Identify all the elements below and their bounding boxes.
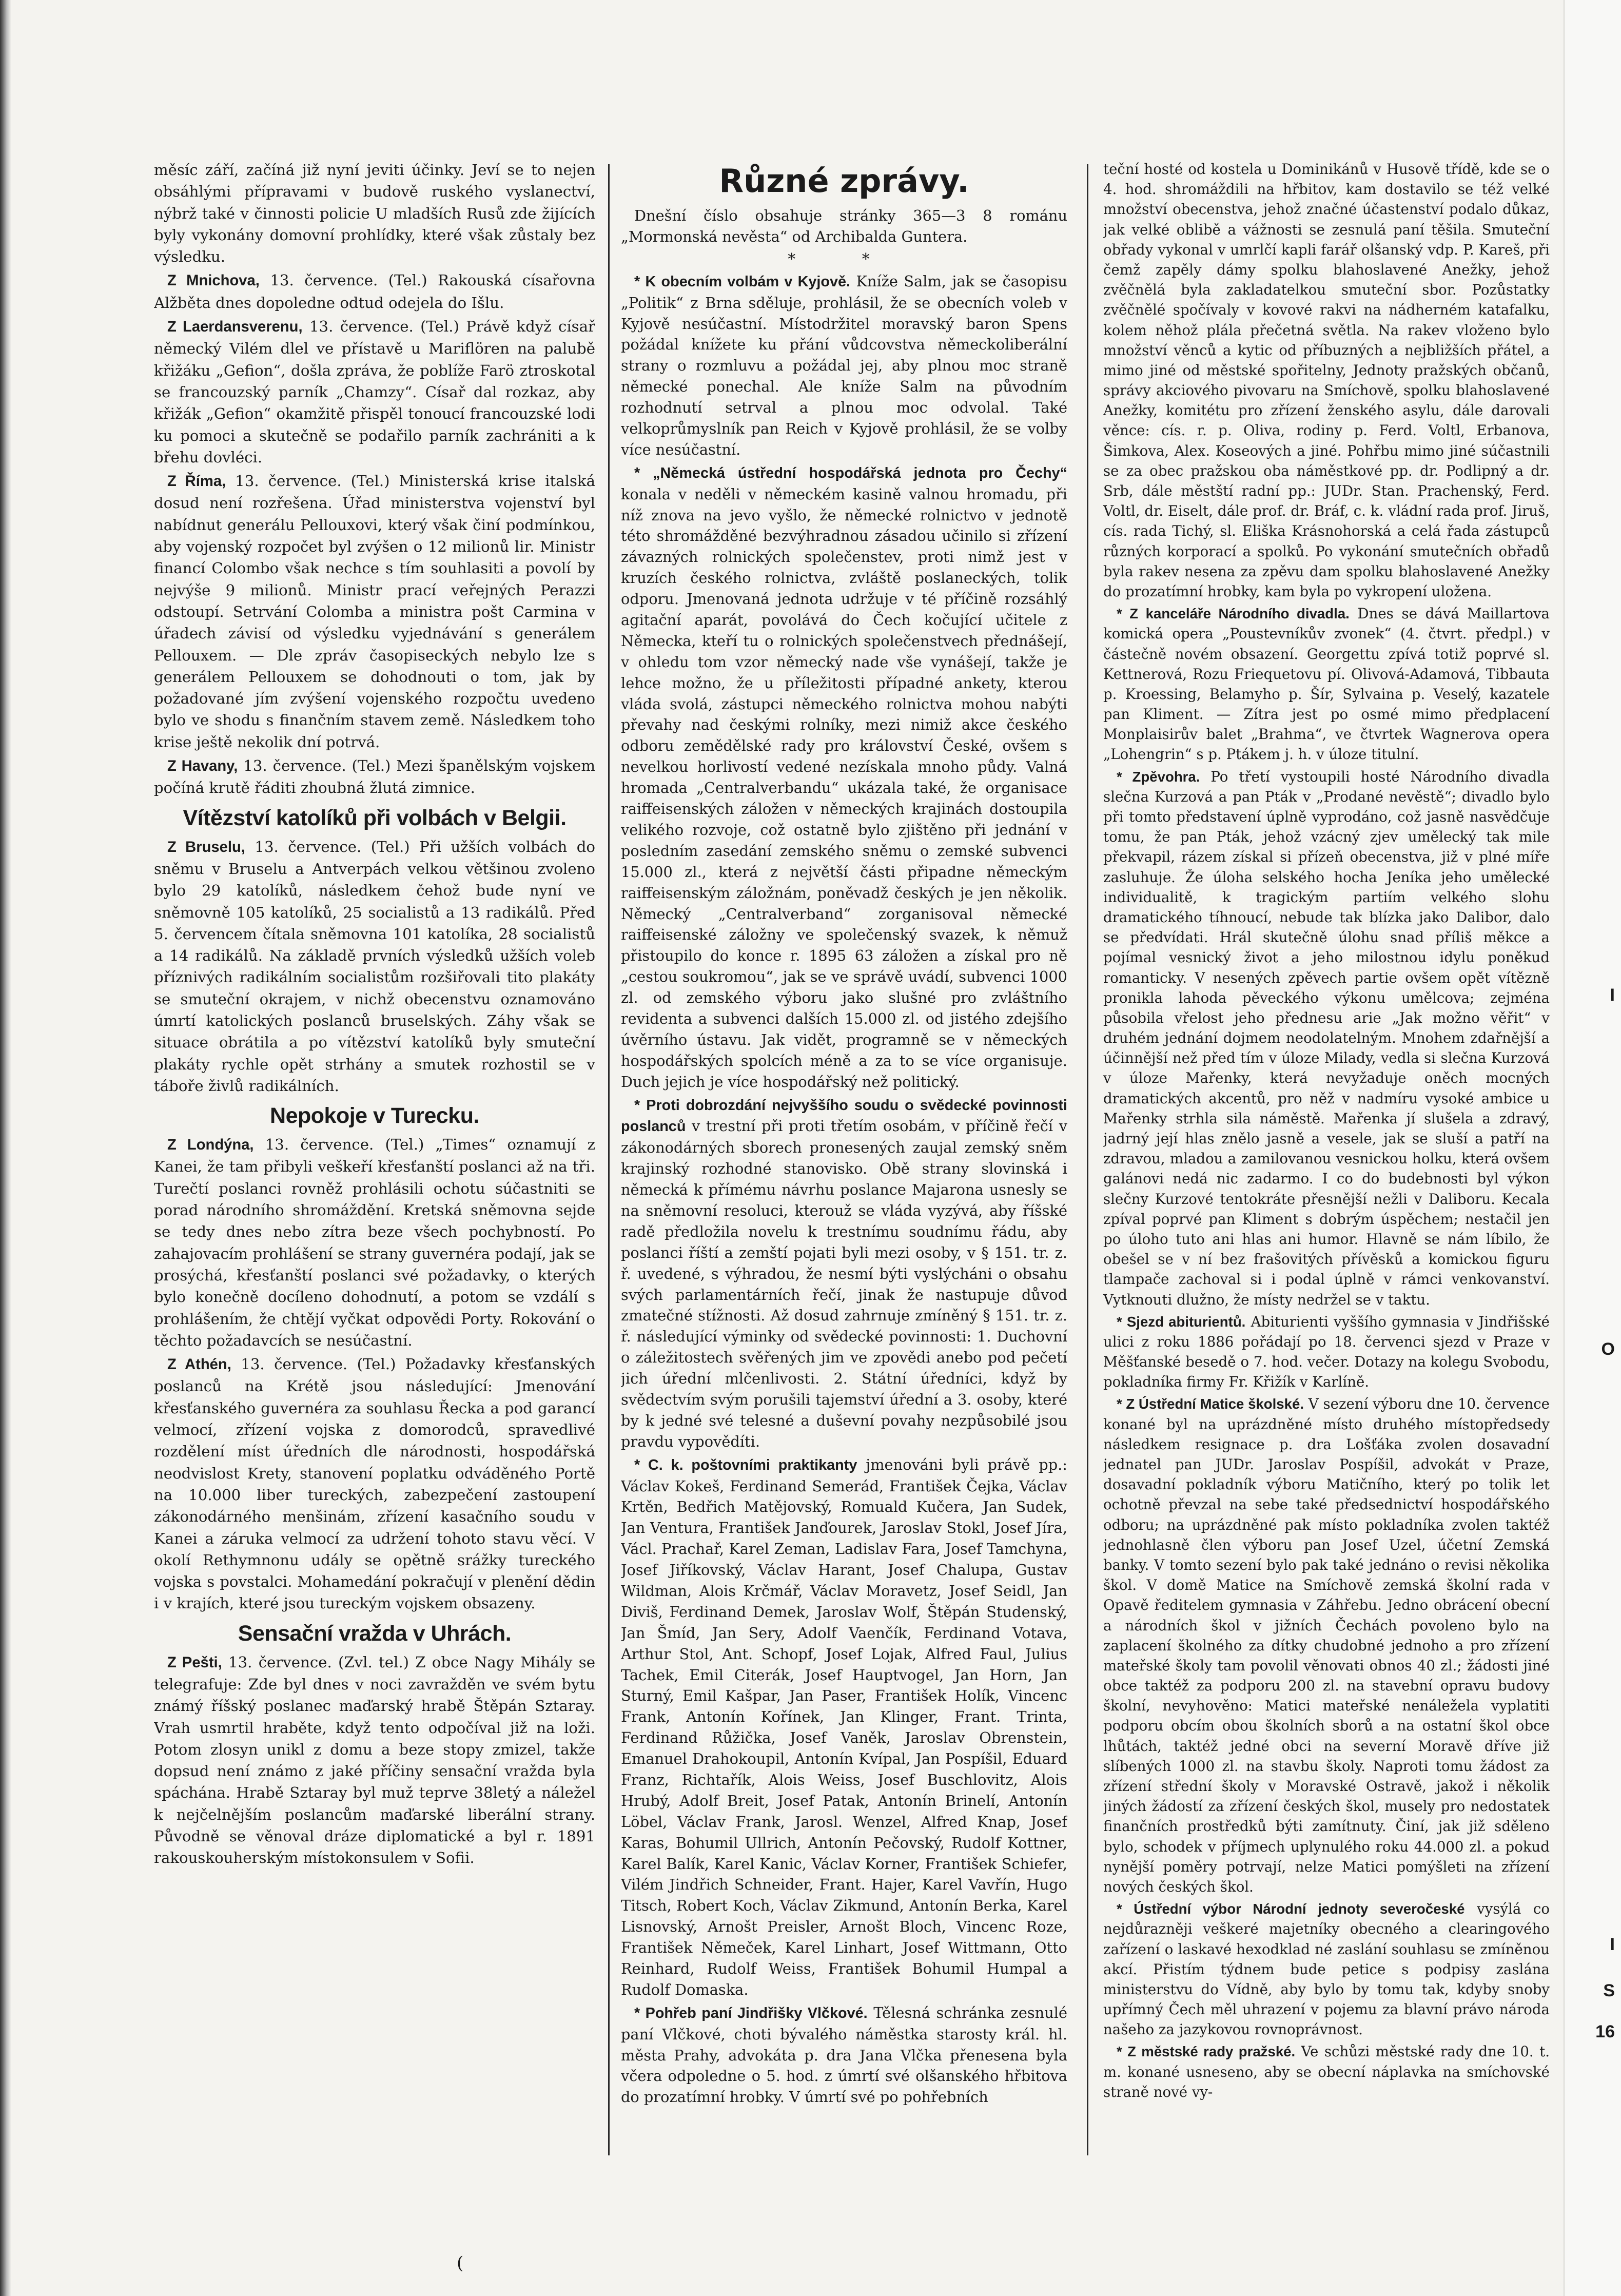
paragraph-text: měsíc září, začíná již nyní jeviti účinky. Jeví se to nejen obsáhlými přípravami v budově ruského vyslanectví, nýbrž také v činnosti policie U mladších Rusů zde žijících byly vykonány domovní prohlídky, které však zůstaly bez výsledku. bbox=[154, 161, 595, 266]
article-paragraph bbox=[621, 205, 1067, 247]
article-paragraph bbox=[1103, 604, 1550, 765]
article-paragraph bbox=[154, 269, 595, 314]
article-paragraph bbox=[154, 159, 595, 267]
article-paragraph bbox=[1103, 1899, 1550, 2039]
dateline: Z Říma, bbox=[167, 473, 226, 490]
dateline: Z Havany, bbox=[167, 758, 238, 775]
paragraph-text: Po třetí vystoupili hosté Národního divadla slečna Kurzová a pan Pták v „Prodané nevěstě“; divadlo bylo při tomto představení úplně vyprodáno, což jasně nasvědčuje tomu, že pan Pták, jehož vzácný zjev umělecký tak mile překvapil, rázem získal si přízeň obecenstva, již v plné míře zasluhuje. Že úloha selského hocha Jeníka jeho umělecké individualitě, k tragickým partiím velkého slohu dramatického tíhnoucí, nebude tak blízka jako Dalibor, dalo se předvídati. Hrál skutečně úlohu snad příliš měkce a pojímal vesnický život a jeho milostnou idylu poněkud romanticky. V nesených zpěvech partie ovšem opět vítězně pronikla lahoda pěveckého výkonu umělcova; zejména působila vřelost jeho přednesu arie „Jak možno věřit“ v druhém jednání dojmem neodolatelným. Mnohem zdařnější a účinnější než před tím v úloze Milady, vedla si slečna Kurzová v úloze Mařenky, která nevyžaduje oněch mocných dramatických akcentů, pro něž v nadmíru vysoké ambice u Mařenky strhla sila náměstě. Mařenka jí slušela a zdravý, jadrný její hlas znělo jasně a vesele, jak se sluší a patří na zdravou, mladou a zamilovanou vesnickou holku, která ovšem galánovi nedá nic zadarmo. I co do budebnosti byl výkon slečny Kurzové tentokráte přesnější nežli v Daliboru. Kecala zpíval poprvé pan Kliment s dobrým úspěchem; nestačil jen po úloho tuto ani hlas ani humor. Hlavně se nám líbilo, že obešel se v ní bez frašovitých přívěsků a komickou figuru tlampače zachoval si i podal úplně v rámci venkovanství. Vytknouti dlužno, že místy nedržel se v taktu. bbox=[1103, 768, 1550, 1308]
article-paragraph bbox=[621, 1454, 1067, 2000]
paragraph-text: 13. července. (Tel.) „Times“ oznamují z Kanei, že tam přibyli veškeří křesťanští poslanci až na tři. Turečtí poslanci rovněž prohlásili ochotu súčastniti se porad národního shromáždění. Kretská sněmovna sejde se tedy dnes nebo zítra beze všech pochybností. Po zahajovacím prohlášení se strany guvernéra podají, jak se prosýchá, křesťanští poslanci své požadavky, o kterých bylo konečně docíleno dohodnutí, a potom se vzdálí s prohlášením, že chtějí vyčkat odpovědi Porty. Rokování o těchto požadavcích se nesúčastní. bbox=[154, 1136, 595, 1349]
paragraph-text: Dnes se dává Maillartova komická opera „Poustevníkův zvonek“ (4. čtvrt. předpl.) v částečně novém obsazení. Georgettu zpívá totiž poprvé sl. Kettnerová, Rozu Friequetovu pí. Olivová-Adamová, Tibbauta p. Kroessing, Belamyho p. Šír, Sylvaina p. Veselý, kazatele pan Kliment. — Zítra jest po osmé mimo předplacení Monplaisirův balet „Brahma“, ve čtvrtek Wagnerova opera „Lohengrin“ s p. Ptákem j. h. v úloze titulní. bbox=[1103, 605, 1550, 763]
paragraph-text: konala v neděli v německém kasině valnou hromadu, při níž znova na jevo vyšlo, že německé rolnictvo v jednotě této shromážděné bezvýhradnou zásadou učinilo si zřízení závazných rolnických společenstev, proti nimž jest v kruzích českého rolnictva, zvláště poslaneckých, tolik odporu. Jmenovaná jednota udržuje v té příčině rozsáhlý agitační aparát, povolává do Čech kočující učitele z Německa, kteří tu o rolnických společenstvech přednášejí, v ohledu tom vzor německý nade vše vynášejí, takže je lehce možno, že u příležitosti případné ankety, kterou vláda svolá, zástupci německého rolnictva mohou nabýti převahy nad českými rolníky, mezi nimiž akce českého odboru zemědělské rady pro království České, ovšem s nevelkou horlivostí vedené nezískala mnoho půdy. Valná hromada „Centralverbandu“ ukázala také, že organisace raiffeisenských záložen v německých krajinách dostoupila velikého rozvoje, což ostatně bylo zjištěno při jednání v posledním zasedání zemského sněmu o zemské subvenci 15.000 zl., která z největší části připadne německým raiffeisenským záložnám, poněvadž českých je jen několik. Německý „Centralverband“ zorganisoval německé raiffeisenské záložny ve společenský svazek, k němuž přistoupilo do konce r. 1895 63 záložen a získal pro ně „cestou soukromou“, jak se ve správě uvádí, subvenci 1000 zl. od zemského výboru jako slušné pro zvláštního revidenta a subvenci dalších 15.000 zl. od jistého zdejšího úvěrního ústavu. Jak vidět, programně se v německých hospodářských spolcích méně a za to se více organisuje. Duch jejich je více hospodářský než politický. bbox=[621, 485, 1067, 1091]
article-paragraph bbox=[154, 1651, 595, 1869]
column-rule bbox=[1087, 164, 1088, 2155]
column-left bbox=[154, 159, 595, 2171]
section-title: Různé zprávy. bbox=[719, 162, 969, 200]
article-paragraph bbox=[154, 1134, 595, 1351]
paragraph-text: 13. července. (Tel.) Ministerská krise italská dosud není rozřešena. Úřad ministerstva vojenství byl nabídnut generálu Pellouxovi, který však činí podmínkou, aby vojenský rozpočet byl zvýšen o 12 milionů lir. Ministr financí Colombo však nechce s tím souhlasiti a povolí by nejvýše 9 milionů. Ministr prací veřejných Perazzi odstoupí. Setrvání Colomba a ministra pošt Carmina v úřadech závisí od výsledku vyjednávání s generálem Pellouxem. — Dle zpráv časopiseckých nebylo lze s generálem Pellouxem se dohodnouti o tom, jak by požadované jím zvýšení vojenského rozpočtu uvedeno bylo ve shodu s finančním stavem země. Následkem toho krise ještě nekolik dní potrvá. bbox=[154, 472, 595, 751]
article-paragraph bbox=[1103, 1312, 1550, 1392]
footer-mark: ( bbox=[457, 2253, 464, 2273]
paragraph-text: Ve schůzi městské rady dne 10. t. m. konané usneseno, aby se obecní náplavka na smíchovské straně nové vy- bbox=[1103, 2043, 1550, 2100]
paragraph-text: V sezení výboru dne 10. července konané byl na uprázdněné místo druhého místopředsedy následkem resignace p. dra Lošťáka zvolen dosavadní jednatel pan JUDr. Jaroslav Pospíšil, advokát v Praze, dosavadní pokladník výboru Matičního, který po tolik let ochotně převzal na sebe také předsednictví hospodářského odboru; na uprázdněné pak místo pokladníka zvolen taktéž jednohlasně člen výboru pan Josef Uzel, účetní Zemská banky. V tomto sezení bylo pak také jednáno o revisi několika škol. V domě Matice na Smíchově zemská školní rada v Opavě ředitelem gymnasia v Záhřebu. Jedno obrácení obecní a národních škol v jižních Čechách povoleno bylo na zaplacení školného za dítky chudobné jednoho a pro zřízení mateřské školy tam povolil věnovati obnos 40 zl.; žádosti jiné obce taktéž za podporu 200 zl. na stavební opravu budovy školní, nevyhověno: Matici mateřské nenáležela vyplatiti podporu obcím obou školních sborů a na ostatní škol obce lhůtách, taktéž jedné obci na severní Moravě dříve již slíbených 1000 zl. na stavbu školy. Naproti tomu žádost za zřízení střední školy v Moravské Ostravě, jakož i několik jiných žádostí za zřízení českých škol, musely pro nedostatek finančních prostředků býti zamítnuty. Činí, jak již sděleno bylo, schodek v příjmech uplynulého roku 44.000 zl. a pokud nynější poměry potrvají, nelze Matici pomýšleti na zřízení nových českých škol. bbox=[1103, 1395, 1550, 1895]
article-paragraph bbox=[154, 1353, 595, 1614]
article-paragraph bbox=[621, 462, 1067, 1093]
dateline: * Z kanceláře Národního divadla. bbox=[1117, 606, 1350, 622]
margin-fragment: I bbox=[1610, 985, 1615, 1005]
section-divider: * * bbox=[788, 250, 901, 268]
paragraph-text: 13. července. (Tel.) Mezi španělským vojskem počíná krutě řáditi zhoubná žlutá zimnice. bbox=[154, 757, 595, 797]
dateline: * Ústřední výbor Národní jednoty severočeské bbox=[1117, 1901, 1465, 1917]
paragraph-text: 13. července. (Tel.) Požadavky křesťanských poslanců na Krétě jsou následující: Jmenování křesťanského guvernéra za souhlasu Řecka a pod garancí velmocí, zřízení vojska z domorodců, spravedlivé rozdělení míst úředních dle národnosti, hospodářská neodvislost Krety, stanovení poplatku odváděného Portě na 10.000 liber tureckých, zabezpečení zastoupení zákonodárného menšinám, zřízení kasačního soudu v Kanei a záruka velmocí za udržení tohoto stavu věcí. V okolí Rethymnonu udály se opětně srážky tureckého vojska s povstalci. Mohamedání pokračují v plenění dědin i v krajích, které jsou tureckým vojskem obsazeny. bbox=[154, 1355, 595, 1612]
margin-fragment: S bbox=[1603, 1981, 1615, 2000]
paragraph-text: vysýlá co nejdůrazněji veškeré majetníky obecného a clearingového zařízení o laskavé hexodklad né zaslání souhlasu se zmíněnou akcí. Přistím týdnem bude petice s podpisy zaslána ministerstvu do Vídně, aby bylo by tomu tak, kdyby snoby upřímný Čech měl uhrazení v pojemu za blavní právo národa našeho za jazykovou rovnoprávnost. bbox=[1103, 1900, 1550, 2038]
dateline: Z Laerdansverenu, bbox=[167, 319, 303, 336]
article-paragraph bbox=[154, 836, 595, 1097]
dateline: Z Mnichova, bbox=[167, 273, 260, 289]
paragraph-text: Abiturienti vyššího gymnasia v Jindřišské ulici z roku 1886 pořádají po 18. červenci sjezd v Praze v Měšťanské besedě o 7. hod. večer. Dotazy na kolegu Svobodu, pokladníka firmy Fr. Křižík v Karlíně. bbox=[1103, 1313, 1550, 1391]
article-headline: Nepokoje v Turecku. bbox=[270, 1103, 479, 1128]
dateline: Z Pešti, bbox=[167, 1654, 222, 1671]
article-paragraph bbox=[621, 2002, 1067, 2108]
article-paragraph bbox=[1103, 2041, 1550, 2102]
dateline: Z Londýna, bbox=[167, 1137, 254, 1154]
column-rule bbox=[608, 164, 610, 2155]
article-paragraph bbox=[154, 316, 595, 468]
paragraph-text: jmenováni byli právě pp.: Václav Kokeš, Ferdinand Semerád, František Čejka, Václav Krtěn, Bedřich Matějovský, Romuald Kučera, Jan Sudek, Jan Ventura, František Janďourek, Jaroslav Stokl, Josef Jíra, Václ. Prachař, Karel Zeman, Ladislav Fara, Josef Tamchyna, Josef Jiříkovský, Václav Harant, Josef Chalupa, Gustav Wildman, Alois Krčmář, Václav Moravetz, Josef Seidl, Jan Diviš, Ferdinand Demek, Jaroslav Wolf, Štěpán Studenský, Jan Šmíd, Jan Sery, Adolf Vaenčík, Ferdinand Votava, Arthur Stol, Ant. Schopf, Josef Lojak, Alfred Faul, Julius Tachek, Emil Citerák, Josef Hauptvogel, Jan Horn, Jan Sturný, Emil Kašpar, Jan Paser, František Holík, Vincenc Frank, Antonín Kořínek, Jan Klinger, Frant. Trinta, Ferdinand Růžička, Josef Vaněk, Jaroslav Obrenstein, Emanuel Drahokoupil, Antonín Kvípal, Jan Pospíšil, Eduard Franz, Richtařík, Alois Weiss, Josef Buschlovitz, Alois Hrubý, Adolf Breit, Josef Patak, Antonín Brinelí, Antonín Löbel, Václav Frank, Jarosl. Wenzel, Alfred Knap, Josef Karas, Bohumil Ullrich, Antonín Pečovský, Rudolf Kottner, Karel Balík, Karel Kanic, Václav Korner, František Schiefer, Vilém Jindřich Schneider, Frant. Hajer, Karel Vavřín, Hugo Titsch, Robert Koch, Václav Zikmund, Antonín Berka, Karel Lisnovský, Arnošt Preisler, Arnošt Bloch, Vincenc Roze, František Němeček, Karel Linhart, Josef Wittmann, Otto Reinhard, Rudolf Weiss, František Bohumil Humpal a Rudolf Domaska. bbox=[621, 1455, 1067, 1998]
article-paragraph bbox=[154, 755, 595, 799]
dateline: * C. k. poštovními praktikanty bbox=[634, 1456, 857, 1473]
article-paragraph bbox=[1103, 767, 1550, 1310]
paragraph-text: Dnešní číslo obsahuje stránky 365—3 8 románu „Mormonská nevěsta“ od Archibalda Guntera. bbox=[621, 207, 1067, 245]
dateline: * K obecním volbám v Kyjově. bbox=[634, 273, 851, 290]
paragraph-text: Tělesná schránka zesnulé paní Vlčkové, choti bývalého náměstka starosty král. hl. města Prahy, advokáta p. dra Jana Vlčka přenesena byla včera odpoledne o 5. hod. z úmrtí své olšanského hřbitova do prozatímní hrobky. V úmrtí své po pohřebních bbox=[621, 2003, 1067, 2106]
article-paragraph bbox=[621, 1095, 1067, 1452]
dateline: * Proti dobrozdání nejvyššího soudu o svědecké povinnosti poslanců bbox=[621, 1097, 1067, 1135]
paragraph-text: 13. července. (Tel.) Rakouská císařovna Alžběta dnes dopoledne odtud odejela do Išlu. bbox=[154, 271, 595, 312]
paragraph-text: teční hosté od kostela u Dominikánů v Husově třídě, kde se o 4. hod. shromáždili na hřbitov, kam dostavilo se též velké množství obecenstva, jehož značné účastenství podalo důkaz, jak velké oblibě a vážnosti se zesnulá paní těšila. Smuteční obřady vykonal v umrlčí kapli farář olšanský vdp. P. Kareš, při čemž zapěly dámy spolku blahoslavené Anežky, jehož zvěčnělá byla zakladatelkou smuteční sbor. Pozůstatky zvěčnělé spočívaly v kovové rakvi na nádherném katafalku, kolem něhož plála přečetná světla. Na rakev vloženo bylo množství věnců a kytic od příbuzných a nejbližších přátel, a mimo jiné od městské spořitelny, Jednoty pražských občanů, správy akciového pivovaru na Smíchově, spolku blahoslavené Anežky, komitétu pro zřízení ženského asylu, dále darovali věnce: cís. r. p. Oliva, rodiny p. Ferd. Voltl, Erbanova, Šimkova, Alex. Koseových a jiné. Pohřbu mimo jiné súčastnili se za obec pražskou oba náměstkové pp. dr. Podlipný a dr. Srb, dále městští radní pp.: JUDr. Stan. Prachenský, Ferd. Voltl, dr. Eiselt, dále prof. dr. Bráf, c. k. vládní rada prof. Jiruš, cís. rada Tichý, sl. Eliška Krásnohorská a celá řada zástupců různých korporací a spolků. Po vykonání smutečních obřadů byla rakev nesena za zpěvu dam spolku blahoslavené Anežky do prozatímní hrobky, kam byla po vykropení uložena. bbox=[1103, 161, 1550, 600]
dateline: * Pohřeb paní Jindřišky Vlčkové. bbox=[634, 2005, 868, 2021]
article-paragraph bbox=[1103, 1394, 1550, 1897]
paragraph-text: 13. července. (Zvl. tel.) Z obce Nagy Mihály se telegrafuje: Zde byl dnes v noci zavražděn ve svém bytu známý říšský poslanec maďarský hrabě Štěpán Sztaray. Vrah usmrtil hraběte, když tento odpočíval již na loži. Potom zlosyn unikl z domu a beze stopy zmizel, takže dopsud není známo z jaké příčiny sensační vražda byla spáchána. Hrabě Sztaray byl muž teprve 38letý a náležel k nejčelnějším poslancům maďarské liberální strany. Původně se věnoval dráze diplomatické a byl r. 1891 rakouskouherským místokonsulem v Sofii. bbox=[154, 1653, 595, 1867]
scan-edge-right bbox=[1564, 0, 1621, 2296]
article-paragraph bbox=[154, 470, 595, 753]
paragraph-text: 13. července. (Tel.) Při užších volbách do sněmu v Bruselu a Antverpách velkou většinou zvoleno bylo 29 katolíků, následkem čehož bude nyní ve sněmovně 105 katolíků, 25 socialistů a 13 radikálů. Před 5. červencem čítala sněmovna 101 katolíka, 28 socialistů a 14 radikálů. Na základě prvních výsledků užších voleb příznivých radikálním socialistům rozšiřovali tito plakáty se smuteční okrajem, v nichž obecenstvu oznamováno úmrtí katolických poslanců bruselských. Záhy však se situace obrátila a po vítězství katolíků byly smuteční plakáty rychle opět strhány a smutek rozhostil se v táboře živlů radikálních. bbox=[154, 838, 595, 1095]
dateline: * Z Ústřední Matice školské. bbox=[1117, 1396, 1304, 1412]
margin-fragment: 16 bbox=[1595, 2022, 1615, 2041]
paragraph-text: v trestní při proti třetím osobám, v příčině řečí v zákonodárných sborech pronesených zaujal zemský sněm krajinský rozhodné stanovisko. Obě strany slovinská i německá k přímému návrhu poslance Majarona usnesly se na sněmovní resoluci, kterouž se vláda vyzývá, aby říšské radě předložila novelu k trestnímu soudnímu řádu, aby poslanci říští a zemští pojati byli mezi osoby, v § 151. tr. z. ř. uvedené, s výhradou, že nesmí býti vyslýcháni o obsahu svých parlamentárních řečí, jinak že nastupuje důvod zmatečné stížnosti. Až dosud zahrnuje zmíněný § 151. tr. z. ř. následující výminky od svědecké povinnosti: 1. Duchovní o záležitostech svěřených jim ve zpovědi anebo pod pečetí jich úřední mlčenlivosti. 2. Státní úředníci, když by svědectvím svým porušili tajemství úřední a 3. osoby, které by k jedné své telesné a duševní povahy nezpůsobilé jsou pravdu vypovědíti. bbox=[621, 1117, 1067, 1450]
dateline: Z Bruselu, bbox=[167, 839, 245, 855]
article-paragraph bbox=[621, 271, 1067, 460]
dateline: * Zpěvohra. bbox=[1117, 768, 1200, 785]
dateline: Z Athén, bbox=[167, 1356, 231, 1373]
dateline: * „Německá ústřední hospodářská jednota pro Čechy“ bbox=[634, 464, 1067, 481]
article-paragraph bbox=[1103, 159, 1550, 601]
margin-fragment: O bbox=[1601, 1339, 1615, 1359]
dateline: * Z městské rady pražské. bbox=[1117, 2044, 1296, 2060]
column-middle bbox=[621, 159, 1067, 2171]
article-headline: Vítězství katolíků při volbách v Belgii. bbox=[183, 805, 567, 830]
paragraph-text: Kníže Salm, jak se časopisu „Politik“ z Brna sděluje, prohlásil, že se obecních voleb v Kyjově nesúčastní. Místodržitel moravský baron Spens požádal knížete ku přání vůdcovstva německoliberální strany o rozmluvu a požádal jej, aby plnou moc straně německé ponechal. Ale kníže Salm na původním rozhodnutí setrval a plnou moc odvolal. Také velkoprůmyslník pan Reich v Kyjově prohlásil, že se volby více nesúčastní. bbox=[621, 272, 1067, 458]
paragraph-text: 13. července. (Tel.) Právě když císař německý Vilém dlel ve přístavě u Mariflören na palubě křižáku „Gefion“, došla zpráva, že poblíže Farö ztroskotal se francouzský parník „Chamzy“. Císař dal rozkaz, aby křižák „Gefion“ okamžitě přispěl tonoucí francouzské lodi ku pomoci a skutečně se podařilo parník zachrániti a k břehu dovléci. bbox=[154, 318, 595, 466]
margin-fragment: I bbox=[1610, 1935, 1615, 1954]
column-right bbox=[1103, 159, 1550, 2171]
article-headline: Sensační vražda v Uhrách. bbox=[238, 1621, 512, 1646]
scan-edge-left bbox=[0, 0, 11, 2296]
dateline: * Sjezd abiturientů. bbox=[1117, 1313, 1246, 1330]
